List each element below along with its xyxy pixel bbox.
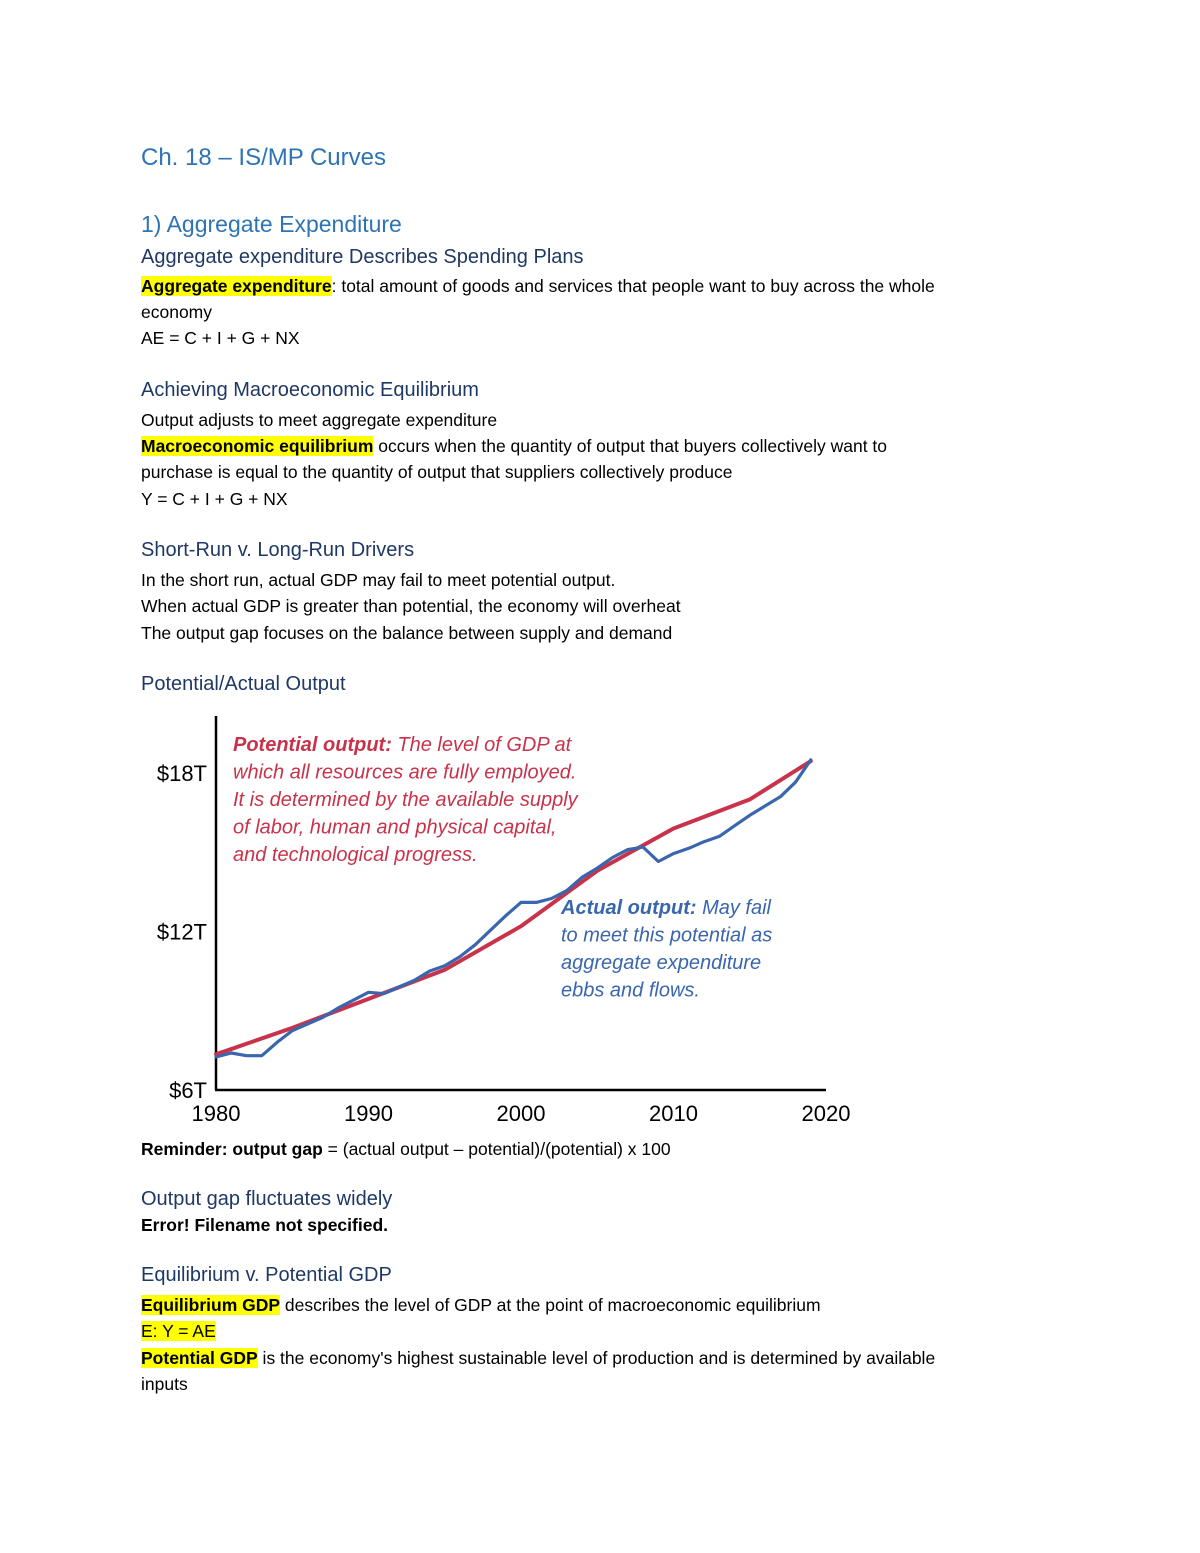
x-tick-label: 1980	[191, 1101, 241, 1126]
actual-annotation-label: Actual output:	[561, 897, 697, 919]
definition-text: : total amount of goods and services that people want to buy across the whole	[331, 276, 935, 296]
error-message: Error! Filename not specified.	[141, 1215, 388, 1235]
reminder-line	[141, 1136, 671, 1162]
subheading-spending-plans: Aggregate expenditure Describes Spending Plans	[141, 246, 584, 268]
definition-text: occurs when the quantity of output that buyers collectively want to	[373, 436, 888, 456]
definition-text: describes the level of GDP at the point of macroeconomic equilibrium	[280, 1295, 821, 1315]
potential-annotation-line: It is determined by the available supply	[233, 789, 578, 811]
section-heading: 1) Aggregate Expenditure	[141, 211, 402, 237]
potential-annotation-line	[233, 734, 573, 756]
paragraph-line: In the short run, actual GDP may fail to meet potential output.	[141, 570, 616, 590]
x-tick-label: 2020	[801, 1101, 851, 1126]
potential-annotation-label: Potential output:	[233, 734, 392, 756]
y-tick-label: $18T	[156, 761, 207, 786]
subheading-potential-actual: Potential/Actual Output	[141, 673, 346, 695]
actual-annotation-text: May fail	[696, 897, 771, 919]
paragraph-equilibrium-gdp	[141, 1292, 821, 1318]
paragraph-equilibrium-definition	[141, 433, 887, 459]
chart-annotations	[233, 734, 772, 1002]
highlighted-formula: E: Y = AE	[141, 1321, 216, 1341]
paragraph-potential-gdp	[141, 1345, 935, 1371]
actual-annotation-line	[560, 897, 772, 919]
x-tick-label: 1990	[344, 1101, 393, 1126]
formula: Y = C + I + G + NX	[141, 489, 288, 509]
highlighted-term: Macroeconomic equilibrium	[141, 436, 374, 456]
paragraph-line: Output adjusts to meet aggregate expenditure	[141, 410, 498, 430]
paragraph-line: economy	[141, 302, 213, 322]
paragraph-ae-definition	[141, 273, 935, 299]
reminder-formula: = (actual output – potential)/(potential) x 100	[322, 1139, 671, 1159]
definition-text: is the economy's highest sustainable level of production and is determined by available	[257, 1348, 936, 1368]
highlighted-term: Equilibrium GDP	[141, 1295, 281, 1315]
potential-annotation-line: which all resources are fully employed.	[233, 761, 577, 784]
potential-annotation-line: and technological progress.	[233, 844, 478, 866]
paragraph-line: When actual GDP is greater than potential, the economy will overheat	[141, 596, 681, 616]
x-tick-label: 2010	[649, 1101, 698, 1126]
subheading-short-long-run: Short-Run v. Long-Run Drivers	[141, 539, 415, 561]
y-tick-label: $6T	[169, 1078, 207, 1103]
formula: AE = C + I + G + NX	[141, 328, 300, 348]
subheading-macro-equilibrium: Achieving Macroeconomic Equilibrium	[141, 379, 479, 401]
actual-annotation-line: ebbs and flows.	[561, 979, 700, 1002]
paragraph-line: The output gap focuses on the balance between supply and demand	[141, 623, 673, 643]
subheading-equilibrium-potential: Equilibrium v. Potential GDP	[141, 1264, 392, 1286]
paragraph-line: purchase is equal to the quantity of output that suppliers collectively produce	[141, 462, 733, 482]
actual-annotation-line: to meet this potential as	[561, 924, 773, 947]
potential-actual-output-chart	[141, 708, 861, 1133]
actual-annotation-line: aggregate expenditure	[561, 952, 762, 974]
paragraph-line: inputs	[141, 1374, 188, 1394]
formula-line	[141, 1318, 216, 1344]
x-tick-label: 2000	[496, 1101, 546, 1126]
page-title: Ch. 18 – IS/MP Curves	[141, 144, 386, 171]
y-tick-label: $12T	[156, 919, 207, 945]
potential-annotation-text: The level of GDP at	[391, 734, 572, 756]
subheading-output-gap: Output gap fluctuates widely	[141, 1188, 393, 1210]
highlighted-term: Aggregate expenditure	[141, 276, 332, 296]
highlighted-term: Potential GDP	[141, 1348, 258, 1368]
potential-annotation-line: of labor, human and physical capital,	[233, 816, 557, 839]
reminder-label: Reminder: output gap	[141, 1139, 323, 1159]
